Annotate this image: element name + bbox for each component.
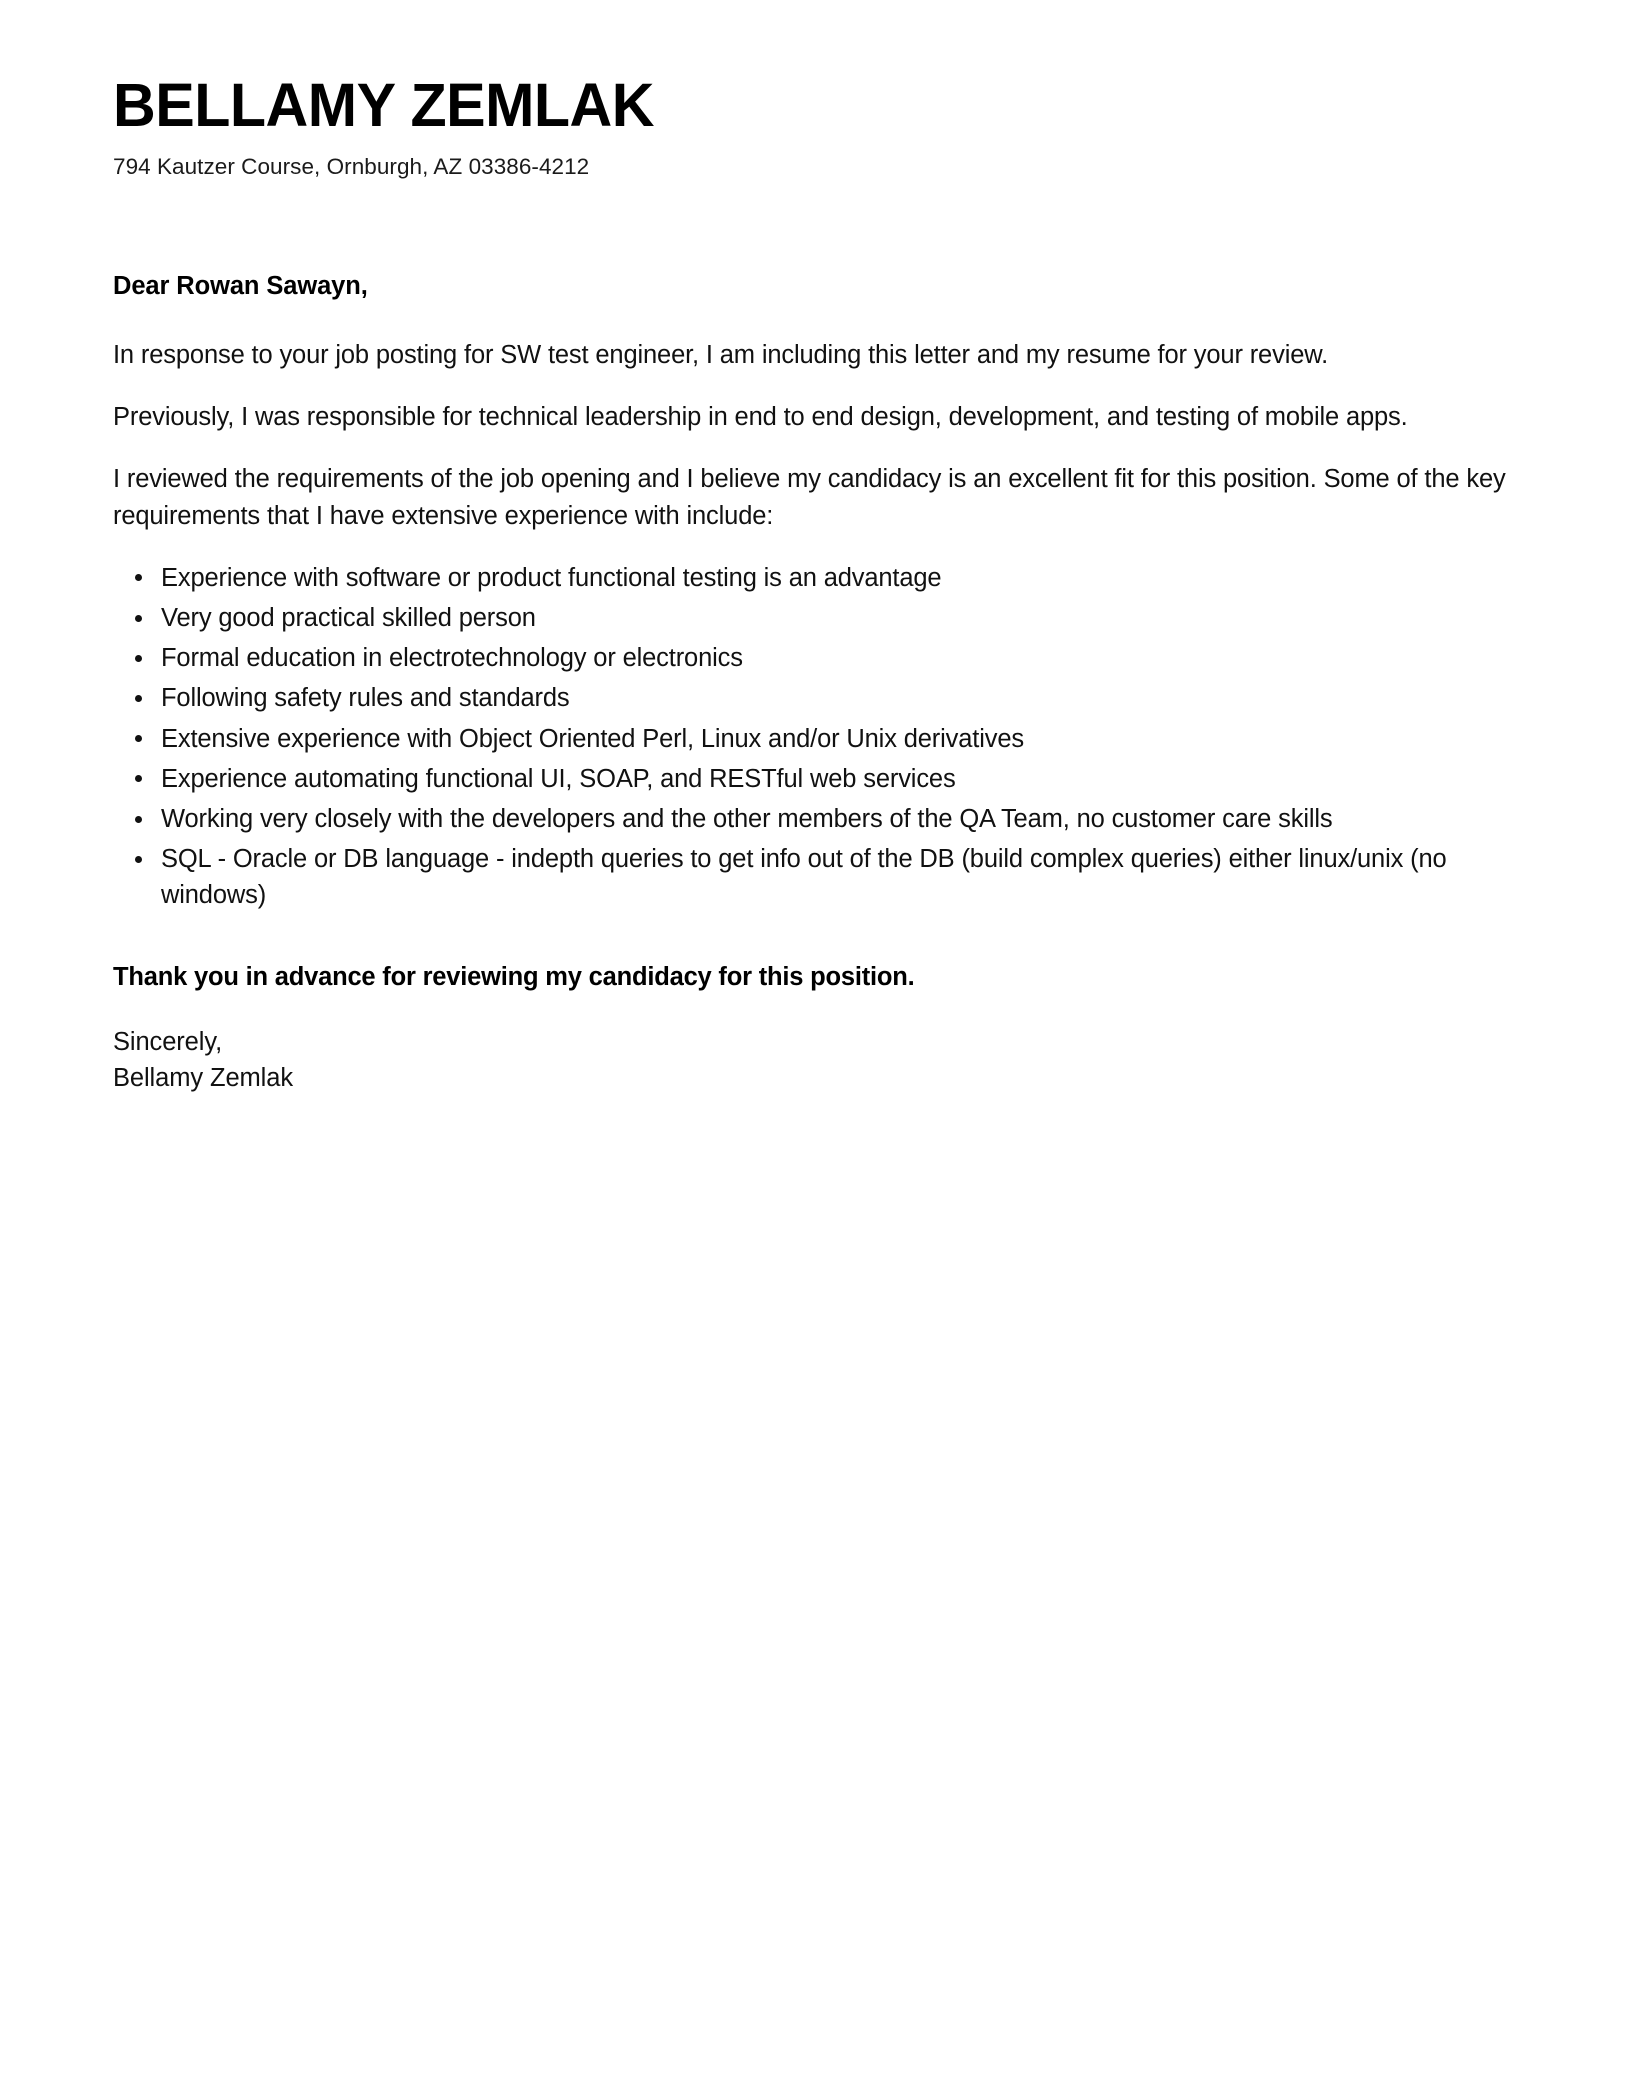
bullet-icon [135, 574, 142, 581]
paragraph-experience: Previously, I was responsible for technical leadership in end to end design, development, and testing of mobile apps. [113, 403, 1408, 432]
letter-content [113, 71, 1533, 1096]
bullet-icon [135, 735, 142, 742]
closing-thanks: Thank you in advance for reviewing my candidacy for this position. [113, 962, 915, 991]
list-item-label: Formal education in electrotechnology or electronics [161, 644, 743, 673]
signoff-name: Bellamy Zemlak [113, 1064, 293, 1093]
letter-header [113, 71, 1533, 183]
page-title: BELLAMY ZEMLAK [113, 71, 655, 139]
list-item-label: Extensive experience with Object Oriented Perl, Linux and/or Unix derivatives [161, 724, 1024, 753]
list-item [113, 560, 1513, 596]
signoff-valediction: Sincerely, [113, 1028, 223, 1057]
list-item-label: Experience automating functional UI, SOAP, and RESTful web services [161, 764, 956, 793]
list-item-label: Experience with software or product functional testing is an advantage [161, 563, 942, 592]
list-item [113, 761, 1513, 797]
list-item [113, 640, 1513, 676]
list-item [113, 841, 1513, 913]
paragraph-intro: In response to your job posting for SW test engineer, I am including this letter and my resume for your review. [113, 341, 1329, 370]
requirements-list [113, 560, 1513, 914]
bullet-icon [135, 655, 142, 662]
signoff-block [113, 1024, 1533, 1096]
list-item-label: Following safety rules and standards [161, 684, 570, 713]
bullet-icon [135, 775, 142, 782]
list-item-label: Working very closely with the developers and the other members of the QA Team, no customer care skills [161, 805, 1333, 834]
list-item [113, 680, 1513, 716]
bullet-icon [135, 856, 142, 863]
salutation: Dear Rowan Sawayn, [113, 271, 368, 300]
list-item-label: SQL - Oracle or DB language - indepth queries to get info out of the DB (build complex queries) either linux/unix (no windows) [161, 845, 1447, 910]
letter-body [113, 269, 1533, 1097]
list-item [113, 721, 1513, 757]
paragraph-requirements-intro: I reviewed the requirements of the job opening and I believe my candidacy is an excellent fit for this position. Some of the key requirements that I have extensive experience with include: [113, 465, 1506, 530]
applicant-address: 794 Kautzer Course, Ornburgh, AZ 03386-4212 [113, 154, 590, 180]
list-item [113, 600, 1513, 636]
list-item-label: Very good practical skilled person [161, 604, 536, 633]
bullet-icon [135, 695, 142, 702]
bullet-icon [135, 615, 142, 622]
list-item [113, 801, 1513, 837]
bullet-icon [135, 816, 142, 823]
